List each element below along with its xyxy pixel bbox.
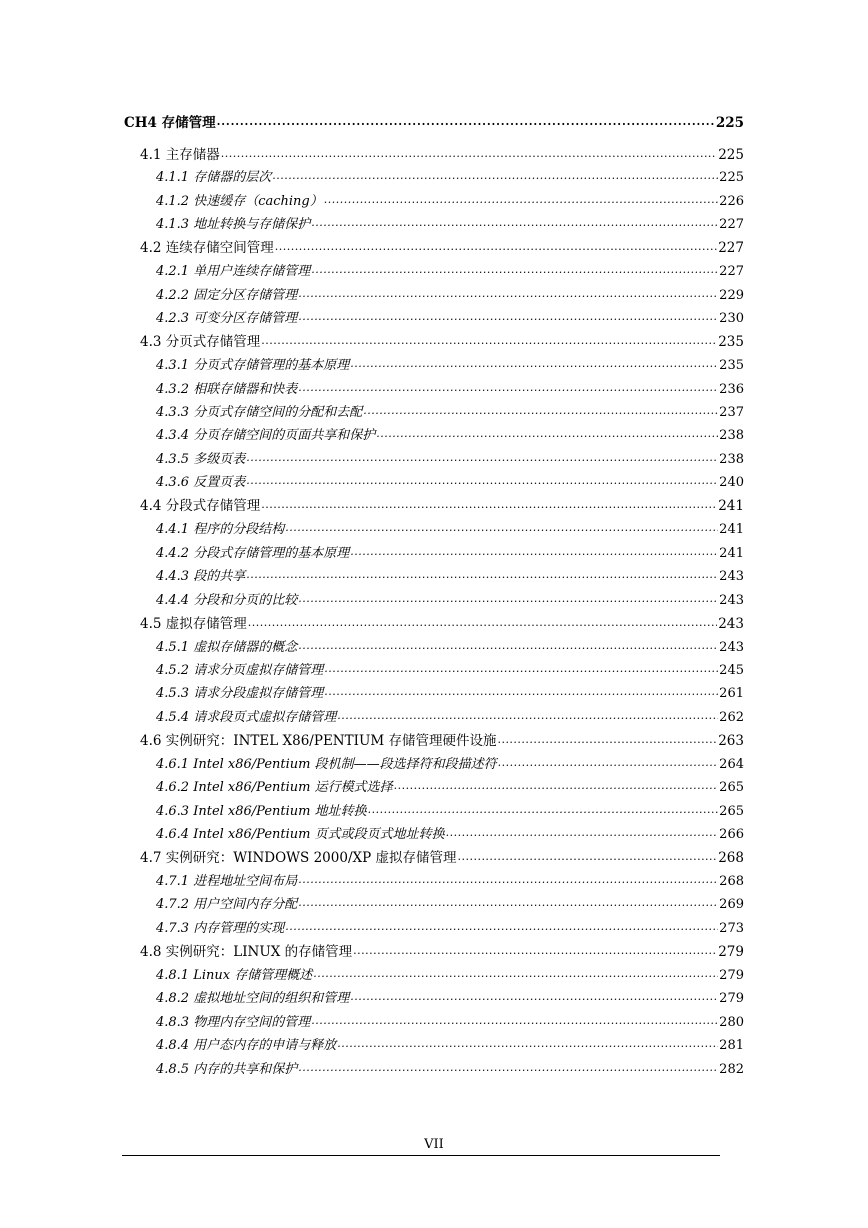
dot-leader: [246, 567, 718, 580]
toc-subsection-entry[interactable]: [156, 989, 744, 1005]
toc-entry-page: 265: [719, 780, 744, 795]
toc-section-entry[interactable]: [140, 497, 744, 514]
dot-leader: [285, 919, 718, 932]
toc-subsection-entry[interactable]: [156, 778, 744, 794]
toc-entry-page: 227: [719, 264, 744, 279]
toc-entry-page: 265: [719, 803, 744, 818]
toc-entry-page: 266: [719, 827, 744, 841]
dot-leader: [350, 544, 718, 557]
toc-entry-title: 4.8.2 虚拟地址空间的组织和管理: [156, 991, 350, 1006]
toc-entry-title: 4.7.2 用户空间内存分配: [156, 897, 298, 912]
toc-entry-title: 4.8.4 用户态内存的申请与释放: [156, 1038, 337, 1053]
toc-entry-page: 263: [718, 732, 744, 749]
dot-leader: [498, 755, 719, 768]
toc-entry-title: 4.7.1 进程地址空间布局: [156, 873, 298, 888]
toc-section-entry[interactable]: [140, 614, 744, 631]
dot-leader: [311, 215, 718, 228]
dot-leader: [350, 989, 718, 1002]
dot-leader: [376, 426, 718, 439]
toc-subsection-entry[interactable]: [156, 520, 744, 536]
page-number: VII: [424, 1137, 444, 1152]
toc-entry-title: 4.2.2 固定分区存储管理: [156, 287, 298, 302]
toc-entry-title: 4.4.4 分段和分页的比较: [156, 592, 298, 607]
toc-entry-page: 241: [719, 522, 744, 537]
dot-leader: [285, 520, 718, 533]
dot-leader: [272, 168, 718, 181]
toc-entry-title: 4.6.4 Intel x86/Pentium 页式或段页式地址转换: [156, 827, 445, 841]
toc-section-entry[interactable]: [140, 239, 744, 256]
toc-entry-title: 4.3.5 多级页表: [156, 451, 246, 466]
toc-subsection-entry[interactable]: [156, 380, 744, 396]
dot-leader: [368, 802, 719, 815]
toc-subsection-entry[interactable]: [156, 450, 744, 466]
toc-subsection-entry[interactable]: [156, 286, 744, 302]
toc-entry-title: 4.6 实例研究：INTEL X86/PENTIUM 存储管理硬件设施: [140, 732, 497, 749]
toc-entry-title: 4.6.3 Intel x86/Pentium 地址转换: [156, 803, 367, 818]
toc-entry-page: 245: [719, 662, 744, 677]
toc-entry-title: 4.7.3 内存管理的实现: [156, 920, 285, 935]
toc-subsection-entry[interactable]: [156, 215, 744, 231]
toc-entry-page: 243: [719, 639, 744, 654]
dot-leader: [457, 849, 717, 863]
dot-leader: [298, 895, 718, 908]
toc-entry-title: 4.3.6 反置页表: [156, 475, 246, 490]
dot-leader: [275, 239, 717, 253]
toc-entry-title: 4.6.1 Intel x86/Pentium 段机制——段选择符和段描述符: [156, 756, 497, 771]
dot-leader: [298, 872, 718, 885]
toc-subsection-entry[interactable]: [156, 638, 744, 654]
dot-leader: [324, 192, 718, 205]
toc-entry-title: 4.7 实例研究：WINDOWS 2000/XP 虚拟存储管理: [140, 850, 457, 866]
toc-subsection-entry[interactable]: [156, 309, 744, 325]
toc-entry-title: 4.2 连续存储空间管理: [140, 240, 274, 256]
toc-subsection-entry[interactable]: [156, 895, 744, 911]
toc-entry-page: 268: [719, 873, 744, 888]
toc-entry-page: 226: [719, 193, 744, 208]
toc-entry-title: 4.6.2 Intel x86/Pentium 运行模式选择: [156, 780, 393, 795]
toc-entry-page: 269: [719, 897, 744, 912]
toc-entry-page: 241: [718, 498, 744, 514]
toc-entry-page: 262: [719, 709, 744, 724]
toc-entry-title: 4.4 分段式存储管理: [140, 498, 261, 514]
toc-entry-page: 281: [719, 1038, 744, 1053]
toc-entry-title: 4.8.3 物理内存空间的管理: [156, 1014, 311, 1029]
toc-subsection-entry[interactable]: [156, 356, 744, 372]
dot-leader: [311, 1013, 718, 1026]
toc-section-entry[interactable]: [140, 333, 744, 350]
toc-entry-page: 235: [719, 358, 744, 372]
dot-leader: [311, 262, 718, 275]
toc-entry-page: 236: [719, 381, 744, 396]
toc-entry-title: 4.8.5 内存的共享和保护: [156, 1061, 298, 1076]
dot-leader: [394, 778, 719, 791]
toc-subsection-entry[interactable]: [156, 661, 744, 677]
toc-subsection-entry[interactable]: [156, 825, 744, 841]
toc-entry-page: 243: [719, 569, 744, 584]
toc-subsection-entry[interactable]: [156, 708, 744, 724]
toc-entry-page: 279: [719, 991, 744, 1006]
dot-leader: [246, 473, 718, 486]
toc-entry-title: 4.4.1 程序的分段结构: [156, 522, 285, 537]
toc-subsection-entry[interactable]: [156, 192, 744, 208]
toc-entry-page: 282: [719, 1061, 744, 1076]
dot-leader: [337, 708, 718, 721]
toc-entry-page: 243: [718, 615, 744, 631]
toc-entry-title: 4.3.4 分页存储空间的页面共享和保护: [156, 428, 376, 443]
toc-entry-title: 4.8.1 Linux 存储管理概述: [156, 967, 313, 982]
toc-entry-page: 237: [719, 404, 744, 419]
toc-entry-page: 227: [719, 217, 744, 232]
toc-entry-title: 4.3.1 分页式存储管理的基本原理: [156, 358, 350, 372]
toc-subsection-entry[interactable]: [156, 473, 744, 489]
toc-entry-page: 238: [719, 451, 744, 466]
dot-leader: [298, 380, 718, 393]
toc-subsection-entry[interactable]: [156, 872, 744, 888]
toc-entry-page: 225: [718, 146, 744, 162]
toc-subsection-entry[interactable]: [156, 591, 744, 607]
toc-subsection-entry[interactable]: [156, 1036, 744, 1052]
toc-entry-page: 227: [718, 240, 744, 256]
dot-leader: [298, 1060, 718, 1073]
toc-entry-page: 243: [719, 592, 744, 607]
toc-entry-page: 225: [715, 114, 744, 130]
dot-leader: [324, 661, 718, 674]
toc-entry-page: 279: [718, 943, 744, 960]
toc-entry-title: 4.5 虚拟存储管理: [140, 615, 247, 631]
dot-leader: [221, 145, 717, 159]
toc-entry-page: 261: [719, 686, 744, 701]
toc-subsection-entry[interactable]: [156, 919, 744, 935]
footer-rule: [122, 1155, 720, 1156]
toc-section-entry[interactable]: [140, 145, 744, 162]
toc-entry-page: 235: [718, 334, 744, 350]
dot-leader: [353, 942, 717, 956]
toc-subsection-entry[interactable]: [156, 426, 744, 442]
dot-leader: [246, 450, 718, 463]
dot-leader: [446, 825, 719, 838]
toc-subsection-entry[interactable]: [156, 1060, 744, 1076]
toc-entry-title: 4.5.2 请求分页虚拟存储管理: [156, 662, 324, 677]
toc-entry-page: 241: [719, 545, 744, 560]
toc-section-entry[interactable]: [140, 731, 744, 748]
toc-entry-title: 4.1 主存储器: [140, 146, 220, 162]
toc-entry-page: 225: [719, 170, 744, 185]
toc-subsection-entry[interactable]: [156, 567, 744, 583]
toc-entry-title: 4.3.2 相联存储器和快表: [156, 381, 298, 396]
toc-entry-title: 4.4.2 分段式存储管理的基本原理: [156, 545, 350, 560]
toc-entry-page: 279: [719, 967, 744, 982]
dot-leader: [298, 286, 718, 299]
toc-subsection-entry[interactable]: [156, 755, 744, 771]
toc-entry-title: 4.5.1 虚拟存储器的概念: [156, 639, 298, 654]
toc-subsection-entry[interactable]: [156, 262, 744, 278]
toc-entry-title: 4.1.3 地址转换与存储保护: [156, 217, 311, 232]
dot-leader: [337, 1036, 718, 1049]
toc-entry-title: 4.1.2 快速缓存（caching）: [156, 193, 323, 208]
toc-chapter-entry[interactable]: [124, 113, 744, 130]
toc-subsection-entry[interactable]: [156, 684, 744, 700]
toc-entry-page: 230: [719, 311, 744, 326]
toc-subsection-entry[interactable]: [156, 966, 744, 982]
dot-leader: [298, 638, 718, 651]
dot-leader: [261, 497, 717, 511]
toc-section-entry[interactable]: [140, 942, 744, 959]
toc-entry-title: 4.5.3 请求分段虚拟存储管理: [156, 686, 324, 701]
toc-entry-title: 4.4.3 段的共享: [156, 569, 246, 584]
toc-entry-title: 4.3 分页式存储管理: [140, 334, 261, 350]
toc-entry-title: 4.3.3 分页式存储空间的分配和去配: [156, 404, 363, 419]
dot-leader: [363, 403, 718, 416]
toc-entry-page: 229: [719, 287, 744, 302]
dot-leader: [298, 309, 718, 322]
toc-entry-page: 280: [719, 1014, 744, 1029]
dot-leader: [298, 591, 718, 604]
toc-entry-title: CH4 存储管理: [124, 114, 216, 130]
dot-leader: [217, 113, 715, 127]
toc-section-entry[interactable]: [140, 849, 744, 866]
dot-leader: [497, 731, 717, 745]
toc-entry-title: 4.2.3 可变分区存储管理: [156, 311, 298, 326]
toc-entry-page: 273: [719, 920, 744, 935]
dot-leader: [261, 333, 717, 347]
toc-subsection-entry[interactable]: [156, 544, 744, 560]
toc-entry-page: 238: [719, 428, 744, 443]
toc-entry-page: 264: [719, 756, 744, 771]
toc-subsection-entry[interactable]: [156, 802, 744, 818]
toc-entry-title: 4.2.1 单用户连续存储管理: [156, 264, 311, 279]
dot-leader: [350, 356, 718, 369]
toc-entry-title: 4.8 实例研究：LINUX 的存储管理: [140, 943, 353, 960]
toc-entry-title: 4.1.1 存储器的层次: [156, 170, 272, 185]
dot-leader: [324, 684, 718, 697]
dot-leader: [248, 614, 717, 628]
toc-subsection-entry[interactable]: [156, 403, 744, 419]
toc-entry-page: 268: [718, 850, 744, 866]
toc-entry-title: 4.5.4 请求段页式虚拟存储管理: [156, 709, 337, 724]
toc-subsection-entry[interactable]: [156, 168, 744, 184]
toc-entry-page: 240: [719, 475, 744, 490]
toc-subsection-entry[interactable]: [156, 1013, 744, 1029]
dot-leader: [313, 966, 718, 979]
